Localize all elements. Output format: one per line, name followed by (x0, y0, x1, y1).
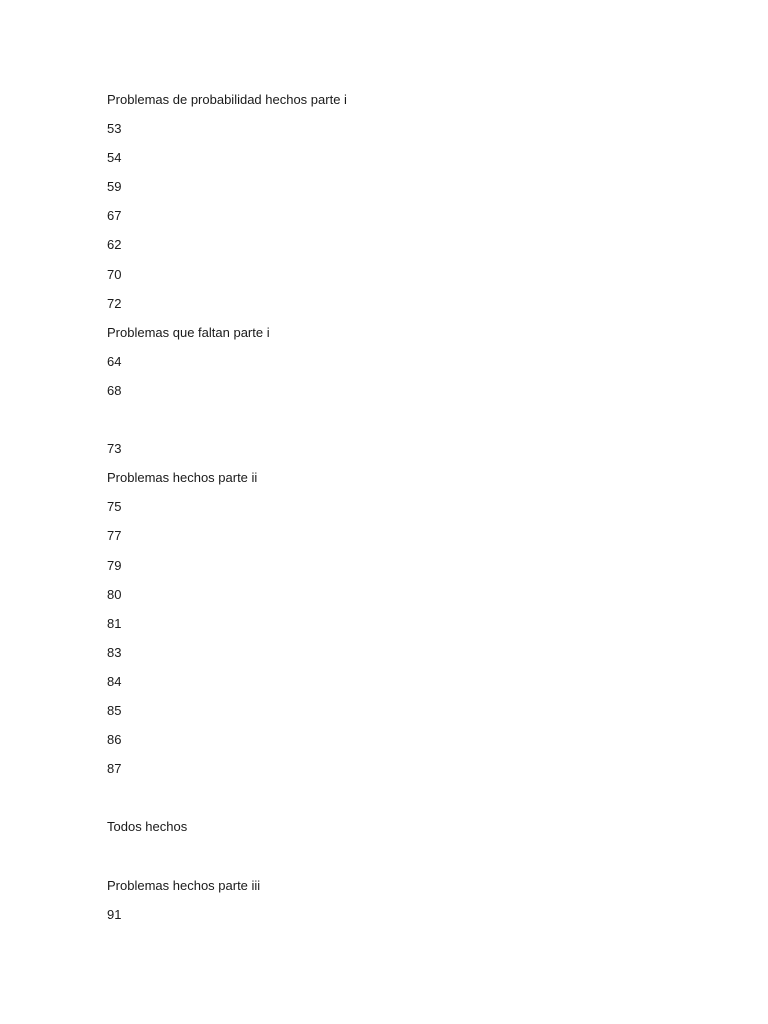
heading-done-part-iii: Problemas hechos parte iii (107, 877, 261, 893)
heading-done-part-ii: Problemas hechos parte ii (107, 470, 258, 486)
document-body (107, 90, 667, 934)
note-all-done: Todos hechos (107, 819, 188, 835)
problem-number: 86 (107, 732, 122, 748)
problem-number: 77 (107, 528, 122, 544)
problem-number: 73 (107, 441, 122, 457)
problem-number: 87 (107, 761, 122, 777)
heading-done-part-i: Problemas de probabilidad hechos parte i (107, 92, 347, 107)
problem-number: 75 (107, 499, 122, 515)
empty-line (107, 410, 667, 439)
problem-number: 79 (107, 557, 122, 573)
problem-number: 72 (107, 295, 122, 311)
problem-number: 80 (107, 586, 122, 602)
problem-number: 70 (107, 266, 122, 282)
problem-number: 85 (107, 702, 122, 718)
heading-missing-part-i: Problemas que faltan parte i (107, 324, 270, 340)
problem-number: 91 (107, 906, 122, 922)
problem-number: 62 (107, 237, 122, 253)
problem-number: 81 (107, 615, 122, 631)
problem-number: 59 (107, 179, 122, 195)
problem-number: 84 (107, 673, 122, 689)
problem-number: 83 (107, 644, 122, 660)
problem-number: 64 (107, 353, 122, 369)
problem-number: 67 (107, 208, 122, 224)
problem-number: 53 (107, 121, 122, 137)
empty-line (107, 846, 667, 875)
problem-number: 54 (107, 150, 122, 166)
empty-line (107, 788, 667, 817)
problem-number: 68 (107, 382, 122, 398)
